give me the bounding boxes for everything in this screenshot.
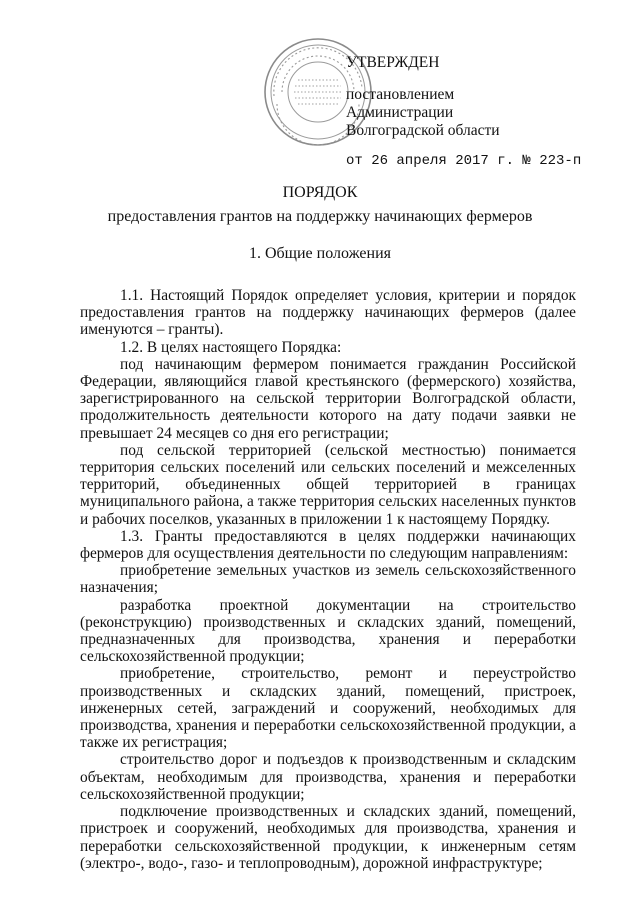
paragraph: 1.3. Гранты предоставляются в целях поддержки начинающих фермеров для осуществления деятельности по следующим направлениям: — [80, 527, 576, 563]
paragraph: приобретение, строительство, ремонт и переустройство производственных и складских зданий, помещений, пристроек, инженерных сетей, заграждений и сооружений, необходимых для производства, хранения и переработки сельскохозяйственной продукции, а также их регистрация; — [80, 665, 576, 752]
paragraph: под сельской территорией (сельской местностью) понимается территория сельских поселений или сельских поселений и межселенных территорий, объединенных общей территорией в границах муниципального района, а также территория сельских населенных пунктов и рабочих поселков, указанных в приложении 1 к настоящему Порядку. — [80, 441, 576, 528]
section-heading: 1. Общие положения — [248, 245, 392, 262]
paragraph: 1.1. Настоящий Порядок определяет условия, критерии и порядок предоставления грантов на поддержку начинающих фермеров (далее именуются – гранты). — [80, 287, 576, 339]
date-number-line: от 26 апреля 2017 г. № 223-п — [346, 153, 582, 169]
document-title: ПОРЯДОК — [282, 184, 358, 201]
administration-label: Администрации — [346, 104, 454, 121]
paragraph: подключение производственных и складских зданий, помещений, пристроек и сооружений, необходимых для производства, хранения и переработки сельскохозяйственной продукции, к инженерным сетям (электро-, водо-, газо- и теплопроводным), дорожной инфраструктуре; — [80, 803, 576, 872]
document-subtitle: предоставления грантов на поддержку начинающих фермеров — [107, 208, 533, 225]
document-body — [80, 287, 576, 872]
paragraph: строительство дорог и подъездов к производственным и складским объектам, необходимым для производства, хранения и переработки сельскохозяйственной продукции; — [80, 751, 576, 803]
paragraph: приобретение земельных участков из земель сельскохозяйственного назначения; — [80, 562, 576, 597]
approved-label: УТВЕРЖДЕН — [346, 54, 440, 71]
region-label: Волгоградской области — [346, 122, 500, 139]
approval-block — [346, 54, 606, 170]
paragraph: под начинающим фермером понимается гражданин Российской Федерации, являющийся главой крестьянского (фермерского) хозяйства, зарегистрированного на сельской территории Волгоградской области, продолжительность деятельности которого на дату подачи заявки не превышает 24 месяцев со дня его регистрации; — [80, 355, 576, 442]
paragraph: 1.2. В целях настоящего Порядка: — [120, 338, 342, 356]
paragraph: разработка проектной документации на строительство (реконструкцию) производственных и складских зданий, помещений, предназначенных для производства, хранения и переработки сельскохозяйственной продукции; — [80, 596, 576, 666]
decree-label: постановлением — [346, 86, 455, 103]
